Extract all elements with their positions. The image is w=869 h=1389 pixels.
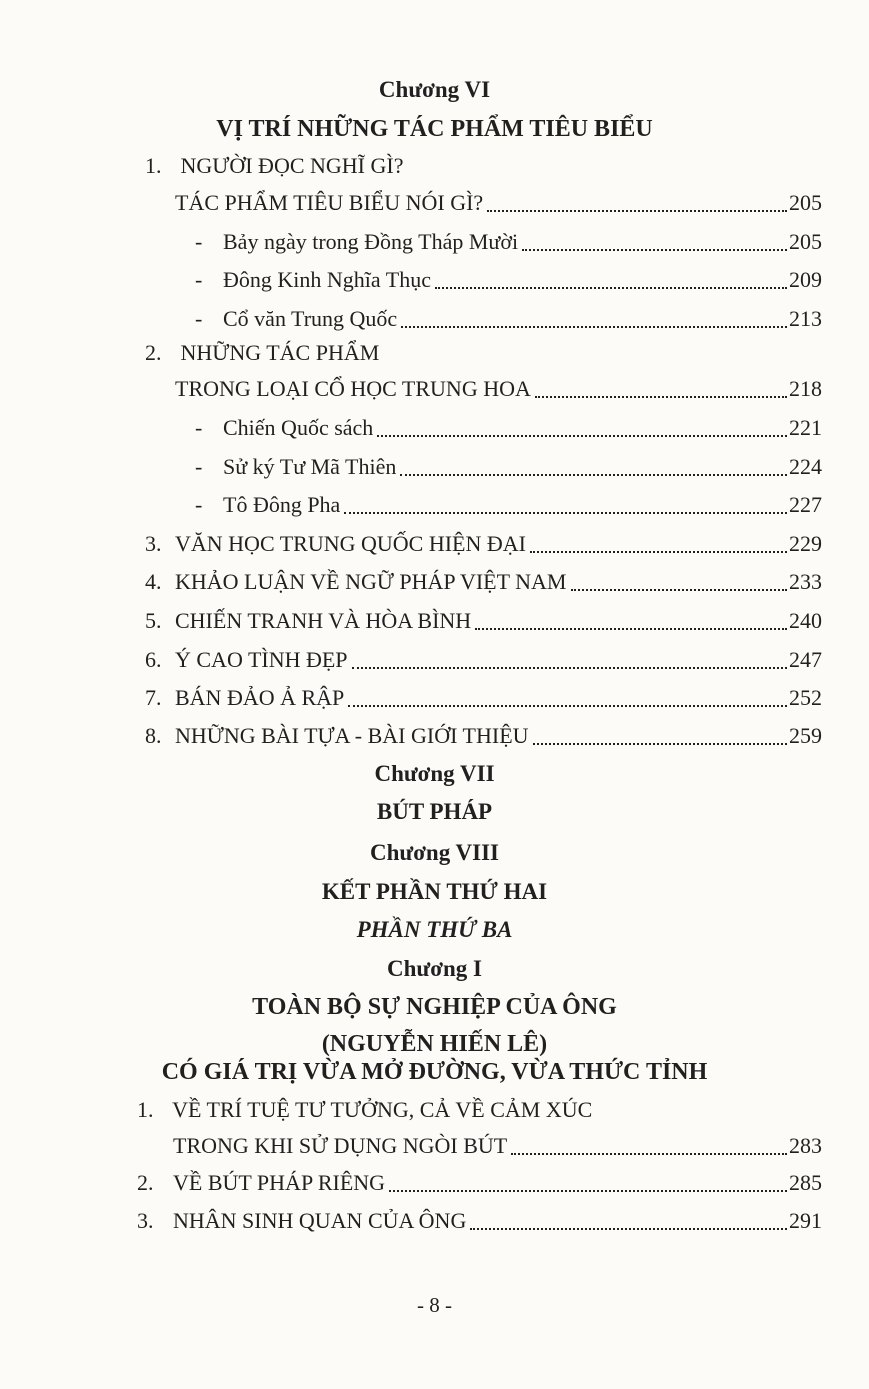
chapter-8-title: KẾT PHẦN THỨ HAI xyxy=(321,879,548,904)
toc-entry-2-line1 xyxy=(145,338,379,368)
page-number: 205 xyxy=(789,229,822,254)
toc-entry-text: Cổ văn Trung Quốc xyxy=(223,306,398,331)
toc-entry-text: Bảy ngày trong Đồng Tháp Mười xyxy=(223,229,519,254)
toc-entry-number: 2. xyxy=(137,1170,154,1195)
page-number: 218 xyxy=(789,376,822,401)
dot-leader xyxy=(475,627,787,630)
page-number: 247 xyxy=(789,647,822,672)
toc-entry-text: NHÂN SINH QUAN CỦA ÔNG xyxy=(173,1208,467,1233)
toc-entry-5 xyxy=(145,606,822,636)
chapter-1-label: Chương I xyxy=(387,956,482,981)
toc-entry-8 xyxy=(145,721,822,751)
page-number: 229 xyxy=(789,531,822,556)
toc-part3-entry-2 xyxy=(137,1168,822,1198)
dot-leader xyxy=(400,473,787,476)
page-number: 240 xyxy=(789,608,822,633)
toc-entry-number: 7. xyxy=(145,685,162,710)
toc-entry-text: Chiến Quốc sách xyxy=(223,415,374,440)
chapter-7-title: BÚT PHÁP xyxy=(376,799,493,824)
toc-entry-text: TRONG LOẠI CỔ HỌC TRUNG HOA xyxy=(175,376,531,401)
page-number: 227 xyxy=(789,492,822,517)
dot-leader xyxy=(522,248,787,251)
toc-entry-text: NHỮNG BÀI TỰA - BÀI GIỚI THIỆU xyxy=(175,723,529,748)
toc-subentry-1a: - Bảy ngày trong Đồng Tháp Mười 205 xyxy=(195,227,822,257)
toc-entry-number: 1. xyxy=(145,153,162,178)
toc-entry-4 xyxy=(145,567,822,597)
toc-entry-text: Sử ký Tư Mã Thiên xyxy=(223,454,397,479)
chapter-1-title-line2: (NGUYỄN HIẾN LÊ) xyxy=(321,1031,548,1057)
toc-entry-text: Đông Kinh Nghĩa Thục xyxy=(223,267,431,292)
dot-leader xyxy=(344,511,787,514)
dot-leader xyxy=(533,742,787,745)
page-number: 205 xyxy=(789,190,822,215)
toc-entry-text: Tô Đông Pha xyxy=(223,492,341,517)
page-number: 213 xyxy=(789,306,822,331)
page-number: 224 xyxy=(789,454,822,479)
dot-leader xyxy=(389,1189,787,1192)
toc-entry-text: NHỮNG TÁC PHẨM xyxy=(180,340,380,365)
chapter-7-label: Chương VII xyxy=(374,761,495,786)
toc-entry-1 xyxy=(175,188,822,218)
page-number: 209 xyxy=(789,267,822,292)
dot-leader xyxy=(352,666,787,669)
chapter-6-label: Chương VI xyxy=(378,77,491,102)
dot-leader xyxy=(401,325,787,328)
chapter-6-title: VỊ TRÍ NHỮNG TÁC PHẨM TIÊU BIỂU xyxy=(216,116,653,142)
toc-entry-text: BÁN ĐẢO Ả RẬP xyxy=(175,685,345,710)
toc-part3-entry-1-line1 xyxy=(137,1095,592,1125)
toc-entry-text: TÁC PHẨM TIÊU BIỂU NÓI GÌ? xyxy=(175,190,484,215)
toc-entry-text: TRONG KHI SỬ DỤNG NGÒI BÚT xyxy=(173,1133,508,1158)
toc-part3-entry-3 xyxy=(137,1206,822,1236)
toc-entry-text: VĂN HỌC TRUNG QUỐC HIỆN ĐẠI xyxy=(175,531,526,556)
toc-entry-text: VỀ BÚT PHÁP RIÊNG xyxy=(173,1170,386,1195)
toc-entry-6 xyxy=(145,645,822,675)
toc-subentry-2b: - Sử ký Tư Mã Thiên 224 xyxy=(195,452,822,482)
toc-entry-text: NGƯỜI ĐỌC NGHĨ GÌ? xyxy=(180,153,404,178)
toc-entry-text: KHẢO LUẬN VỀ NGỮ PHÁP VIỆT NAM xyxy=(175,569,567,594)
toc-entry-2 xyxy=(175,374,822,404)
page-number: 221 xyxy=(789,415,822,440)
toc-entry-number: 3. xyxy=(137,1208,154,1233)
toc-subentry-2a: - Chiến Quốc sách 221 xyxy=(195,413,822,443)
dot-leader xyxy=(377,434,787,437)
toc-entry-7 xyxy=(145,683,822,713)
page-number: 259 xyxy=(789,723,822,748)
chapter-1-title-line3: CÓ GIÁ TRỊ VỪA MỞ ĐƯỜNG, VỪA THỨC TỈNH xyxy=(161,1059,708,1085)
dot-leader xyxy=(470,1227,787,1230)
toc-entry-text: VỀ TRÍ TUỆ TƯ TƯỞNG, CẢ VỀ CẢM XÚC xyxy=(172,1097,593,1122)
chapter-8-label: Chương VIII xyxy=(369,840,500,865)
toc-entry-3 xyxy=(145,529,822,559)
toc-subentry-2c: - Tô Đông Pha 227 xyxy=(195,490,822,520)
toc-entry-text: CHIẾN TRANH VÀ HÒA BÌNH xyxy=(175,608,472,633)
dot-leader xyxy=(530,550,787,553)
toc-entry-number: 8. xyxy=(145,723,162,748)
page-number: 252 xyxy=(789,685,822,710)
page-number: 233 xyxy=(789,569,822,594)
toc-subentry-1b: - Đông Kinh Nghĩa Thục 209 xyxy=(195,265,822,295)
dot-leader xyxy=(435,286,787,289)
page-number: 283 xyxy=(789,1133,822,1158)
toc-entry-text: Ý CAO TÌNH ĐẸP xyxy=(175,647,348,672)
dot-leader xyxy=(535,395,787,398)
toc-entry-number: 6. xyxy=(145,647,162,672)
toc-part3-entry-1 xyxy=(173,1131,822,1161)
dot-leader xyxy=(487,209,787,212)
dot-leader xyxy=(511,1152,787,1155)
page-footer-number: - 8 - xyxy=(417,1293,452,1317)
part-3-title: PHẦN THỨ BA xyxy=(356,917,513,942)
page-number: 291 xyxy=(789,1208,822,1233)
toc-entry-1-line1 xyxy=(145,151,403,181)
dot-leader xyxy=(348,704,787,707)
toc-entry-number: 4. xyxy=(145,569,162,594)
toc-subentry-1c: - Cổ văn Trung Quốc 213 xyxy=(195,304,822,334)
page-number: 285 xyxy=(789,1170,822,1195)
dot-leader xyxy=(571,588,788,591)
toc-entry-number: 2. xyxy=(145,340,162,365)
toc-entry-number: 5. xyxy=(145,608,162,633)
toc-entry-number: 3. xyxy=(145,531,162,556)
chapter-1-title-line1: TOÀN BỘ SỰ NGHIỆP CỦA ÔNG xyxy=(252,994,617,1020)
toc-entry-number: 1. xyxy=(137,1097,154,1122)
